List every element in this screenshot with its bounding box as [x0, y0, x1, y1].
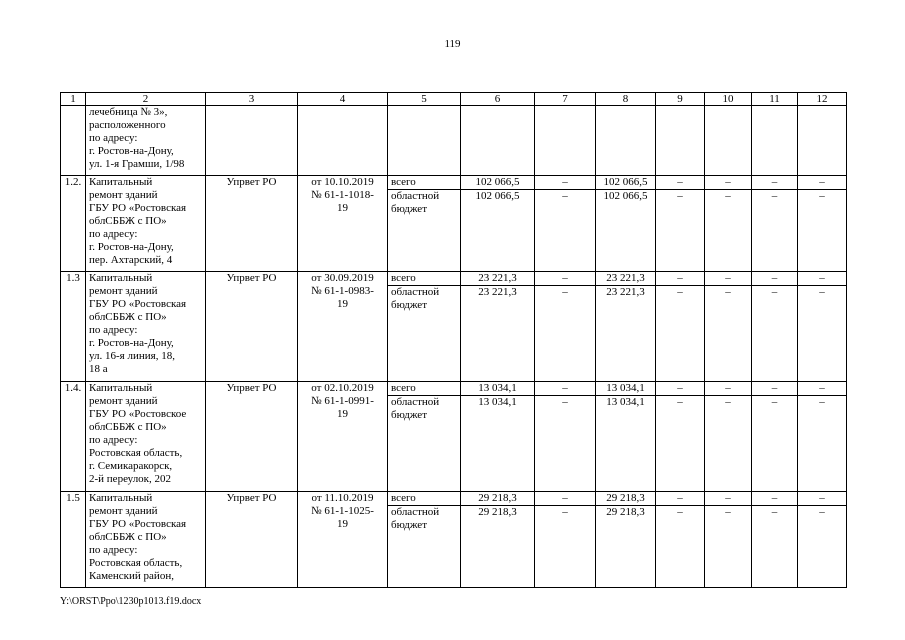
name-line: Ростовская область, [89, 557, 183, 569]
header-cell: 5 [388, 93, 461, 106]
col12-total: – [798, 272, 847, 286]
header-cell: 3 [206, 93, 298, 106]
row-number: 1.4. [61, 382, 86, 492]
amount-total: 23 221,3 [461, 272, 535, 286]
amount-total: 102 066,5 [461, 176, 535, 190]
col10-budget: – [705, 506, 752, 588]
name-line: по адресу: [89, 434, 138, 446]
col7-budget: – [535, 506, 596, 588]
header-row [61, 93, 847, 106]
source-total: всего [388, 176, 461, 190]
name-line: ул. 16-я линия, 18, [89, 350, 175, 362]
header-cell: 4 [298, 93, 388, 106]
table-row [61, 492, 847, 506]
empty-cell [752, 106, 798, 176]
col9-budget: – [656, 190, 705, 272]
empty-cell [298, 106, 388, 176]
header-cell: 9 [656, 93, 705, 106]
source-budget: областной бюджет [388, 286, 461, 382]
col12-budget: – [798, 190, 847, 272]
header-cell: 11 [752, 93, 798, 106]
doc-line: 19 [337, 298, 348, 310]
col10-total: – [705, 492, 752, 506]
amount-total: 13 034,1 [461, 382, 535, 396]
row-number: 1.2. [61, 176, 86, 272]
name-line: расположенного [89, 119, 166, 131]
name-line: ремонт зданий [89, 189, 158, 201]
col8-budget: 102 066,5 [596, 190, 656, 272]
doc-line: № 61-1-1018- [311, 189, 374, 201]
col11-total: – [752, 176, 798, 190]
name-line: облСББЖ с ПО» [89, 421, 167, 433]
col8-total: 13 034,1 [596, 382, 656, 396]
amount-budget: 29 218,3 [461, 506, 535, 588]
header-cell: 12 [798, 93, 847, 106]
name-line: Капитальный [89, 176, 153, 188]
doc-line: № 61-1-0983- [311, 285, 374, 297]
doc-line: от 30.09.2019 [311, 272, 374, 284]
empty-cell [656, 106, 705, 176]
header-cell: 8 [596, 93, 656, 106]
col10-total: – [705, 382, 752, 396]
name-line: г. Ростов-на-Дону, [89, 337, 174, 349]
executor: Упрвет РО [206, 492, 298, 588]
name-line: по адресу: [89, 544, 138, 556]
amount-total: 29 218,3 [461, 492, 535, 506]
col9-total: – [656, 382, 705, 396]
doc-line: № 61-1-1025- [311, 505, 374, 517]
col12-budget: – [798, 396, 847, 492]
name-line: по адресу: [89, 324, 138, 336]
col12-total: – [798, 176, 847, 190]
name-line: ГБУ РО «Ростовская [89, 202, 187, 214]
col9-budget: – [656, 506, 705, 588]
name-line: ГБУ РО «Ростовская [89, 518, 187, 530]
name-line: ул. 1-я Грамши, 1/98 [89, 158, 185, 170]
name-line: г. Ростов-на-Дону, [89, 145, 174, 157]
empty-cell [388, 106, 461, 176]
name-line: Капитальный [89, 492, 153, 504]
executor: Упрвет РО [206, 382, 298, 492]
col8-budget: 29 218,3 [596, 506, 656, 588]
col9-budget: – [656, 396, 705, 492]
name-line: по адресу: [89, 132, 138, 144]
col8-total: 102 066,5 [596, 176, 656, 190]
object-name [86, 382, 206, 492]
col11-budget: – [752, 190, 798, 272]
name-line: облСББЖ с ПО» [89, 215, 167, 227]
table-row [61, 176, 847, 190]
empty-cell [206, 106, 298, 176]
name-line: ГБУ РО «Ростовское [89, 408, 187, 420]
header-cell: 7 [535, 93, 596, 106]
doc-line: 19 [337, 202, 348, 214]
col11-total: – [752, 272, 798, 286]
col8-total: 29 218,3 [596, 492, 656, 506]
name-line: Капитальный [89, 272, 153, 284]
name-line: по адресу: [89, 228, 138, 240]
col7-total: – [535, 382, 596, 396]
name-line: Ростовская область, [89, 447, 183, 459]
source-budget: областной бюджет [388, 190, 461, 272]
amount-budget: 23 221,3 [461, 286, 535, 382]
col10-total: – [705, 272, 752, 286]
col7-total: – [535, 176, 596, 190]
name-line: ремонт зданий [89, 285, 158, 297]
col11-budget: – [752, 286, 798, 382]
col10-budget: – [705, 286, 752, 382]
object-name [86, 176, 206, 272]
continuation-name [86, 106, 206, 176]
name-line: ремонт зданий [89, 505, 158, 517]
source-budget: областной бюджет [388, 396, 461, 492]
amount-budget: 13 034,1 [461, 396, 535, 492]
name-line: лечебница № 3», [89, 106, 168, 118]
source-total: всего [388, 272, 461, 286]
empty-cell [535, 106, 596, 176]
file-path-footer: Y:\ORST\Ppo\1230p1013.f19.docx [60, 596, 202, 607]
doc-line: от 11.10.2019 [311, 492, 374, 504]
col12-budget: – [798, 506, 847, 588]
col9-budget: – [656, 286, 705, 382]
name-line: облСББЖ с ПО» [89, 311, 167, 323]
col12-total: – [798, 382, 847, 396]
empty-cell [798, 106, 847, 176]
col9-total: – [656, 272, 705, 286]
name-line: Каменский район, [89, 570, 174, 582]
name-line: ремонт зданий [89, 395, 158, 407]
source-total: всего [388, 492, 461, 506]
col11-budget: – [752, 506, 798, 588]
table-row [61, 272, 847, 286]
col7-budget: – [535, 190, 596, 272]
document-table [60, 92, 847, 588]
name-line: пер. Ахтарский, 4 [89, 254, 173, 266]
document-ref [298, 382, 388, 492]
col12-budget: – [798, 286, 847, 382]
header-cell: 1 [61, 93, 86, 106]
col8-budget: 23 221,3 [596, 286, 656, 382]
col11-total: – [752, 492, 798, 506]
table-row [61, 382, 847, 396]
col10-budget: – [705, 190, 752, 272]
col10-budget: – [705, 396, 752, 492]
page-number: 119 [444, 38, 461, 50]
name-line: ГБУ РО «Ростовская [89, 298, 187, 310]
col12-total: – [798, 492, 847, 506]
doc-line: от 10.10.2019 [311, 176, 374, 188]
doc-line: 19 [337, 518, 348, 530]
object-name [86, 492, 206, 588]
header-cell: 2 [86, 93, 206, 106]
executor: Упрвет РО [206, 176, 298, 272]
row-number: 1.3 [61, 272, 86, 382]
col11-budget: – [752, 396, 798, 492]
col9-total: – [656, 492, 705, 506]
document-ref [298, 272, 388, 382]
doc-line: № 61-1-0991- [311, 395, 374, 407]
source-budget: областной бюджет [388, 506, 461, 588]
document-ref [298, 492, 388, 588]
header-cell: 10 [705, 93, 752, 106]
name-line: Капитальный [89, 382, 153, 394]
col7-budget: – [535, 286, 596, 382]
object-name [86, 272, 206, 382]
col7-total: – [535, 272, 596, 286]
executor: Упрвет РО [206, 272, 298, 382]
row-number: 1.5 [61, 492, 86, 588]
name-line: г. Ростов-на-Дону, [89, 241, 174, 253]
empty-cell [61, 106, 86, 176]
col9-total: – [656, 176, 705, 190]
amount-budget: 102 066,5 [461, 190, 535, 272]
name-line: облСББЖ с ПО» [89, 531, 167, 543]
header-cell: 6 [461, 93, 535, 106]
col11-total: – [752, 382, 798, 396]
source-total: всего [388, 382, 461, 396]
empty-cell [705, 106, 752, 176]
empty-cell [461, 106, 535, 176]
col8-budget: 13 034,1 [596, 396, 656, 492]
empty-cell [596, 106, 656, 176]
doc-line: 19 [337, 408, 348, 420]
col7-budget: – [535, 396, 596, 492]
col10-total: – [705, 176, 752, 190]
continuation-row [61, 106, 847, 176]
col7-total: – [535, 492, 596, 506]
name-line: 2-й переулок, 202 [89, 473, 172, 485]
name-line: г. Семикаракорск, [89, 460, 173, 472]
document-ref [298, 176, 388, 272]
col8-total: 23 221,3 [596, 272, 656, 286]
name-line: 18 а [89, 363, 108, 375]
doc-line: от 02.10.2019 [311, 382, 374, 394]
